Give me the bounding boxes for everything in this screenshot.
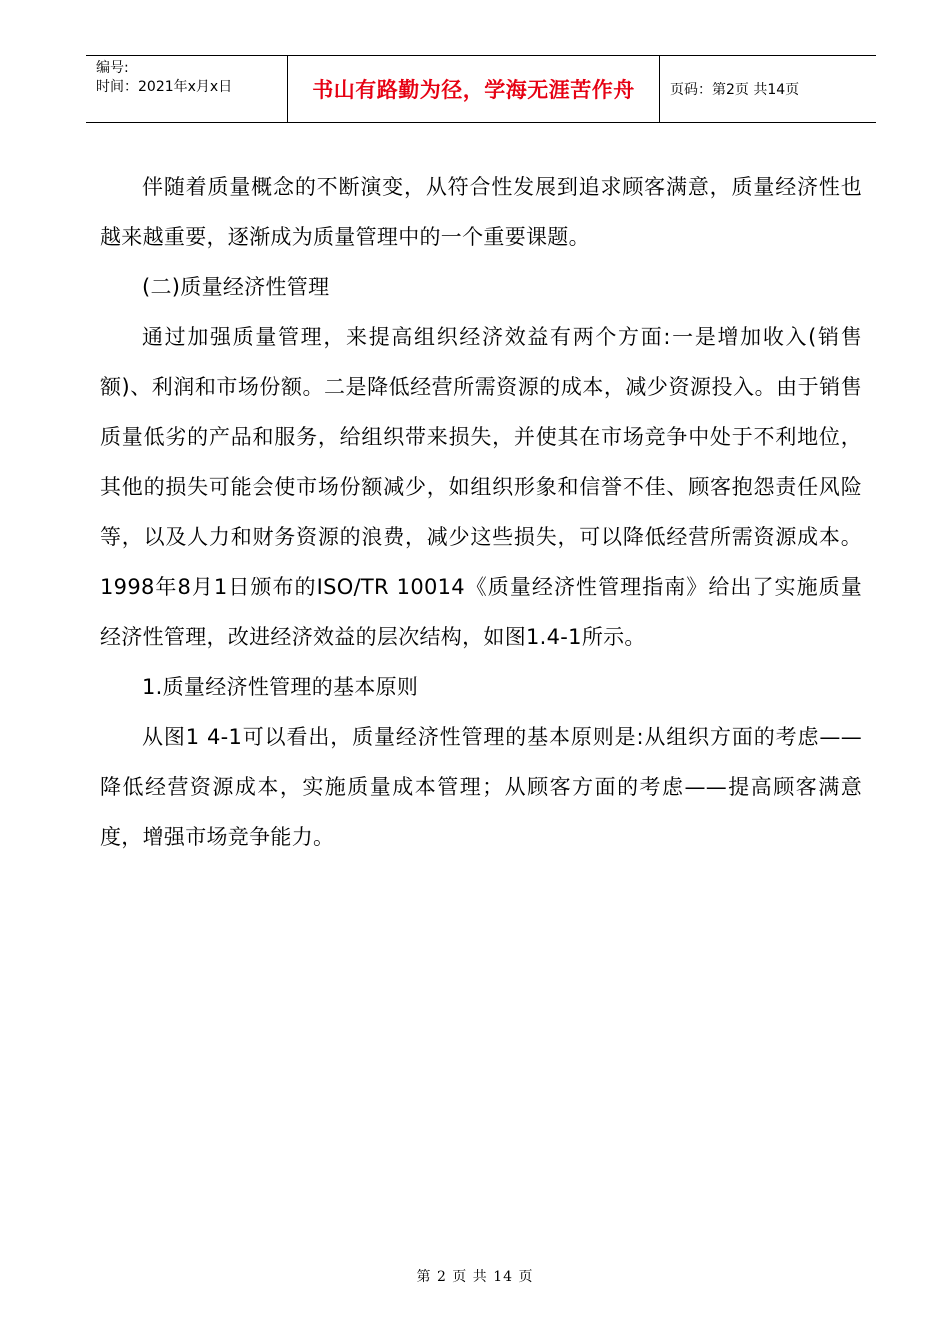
header-meta bbox=[86, 56, 287, 122]
paragraph-principles: 从图1 4-1可以看出，质量经济性管理的基本原则是:从组织方面的考虑——降低经营资源成本，实施质量成本管理；从顾客方面的考虑——提高顾客满意度，增强市场竞争能力。 bbox=[100, 725, 862, 849]
paragraph-management: 通过加强质量管理，来提高组织经济效益有两个方面:一是增加收入(销售额)、利润和市场份额。二是降低经营所需资源的成本，减少资源投入。由于销售质量低劣的产品和服务，给组织带来损失，并使其在市场竞争中处于不利地位，其他的损失可能会使市场份额减少，如组织形象和信誉不佳、顾客抱怨责任风险等，以及人力和财务资源的浪费，减少这些损失，可以降低经营所需资源成本。1998年8月1日颁布的ISO/TR 10014《质量经济性管理指南》给出了实施质量经济性管理，改进经济效益的层次结构，如图1.4-1所示。 bbox=[100, 325, 862, 649]
document-body bbox=[100, 162, 862, 862]
page-header bbox=[86, 55, 876, 123]
subsection-heading: 1.质量经济性管理的基本原则 bbox=[142, 675, 419, 699]
page-footer: 第 2 页 共 14 页 bbox=[416, 1269, 534, 1285]
section-heading: (二)质量经济性管理 bbox=[142, 275, 330, 299]
document-time-label: 时间：2021年x月x日 bbox=[96, 79, 233, 95]
header-motto: 书山有路勤为径，学海无涯苦作舟 bbox=[287, 56, 660, 122]
paragraph-intro: 伴随着质量概念的不断演变，从符合性发展到追求顾客满意，质量经济性也越来越重要，逐渐成为质量管理中的一个重要课题。 bbox=[100, 175, 862, 249]
document-number-label: 编号: bbox=[96, 60, 129, 76]
header-page-info: 页码：第2页 共14页 bbox=[670, 82, 800, 98]
